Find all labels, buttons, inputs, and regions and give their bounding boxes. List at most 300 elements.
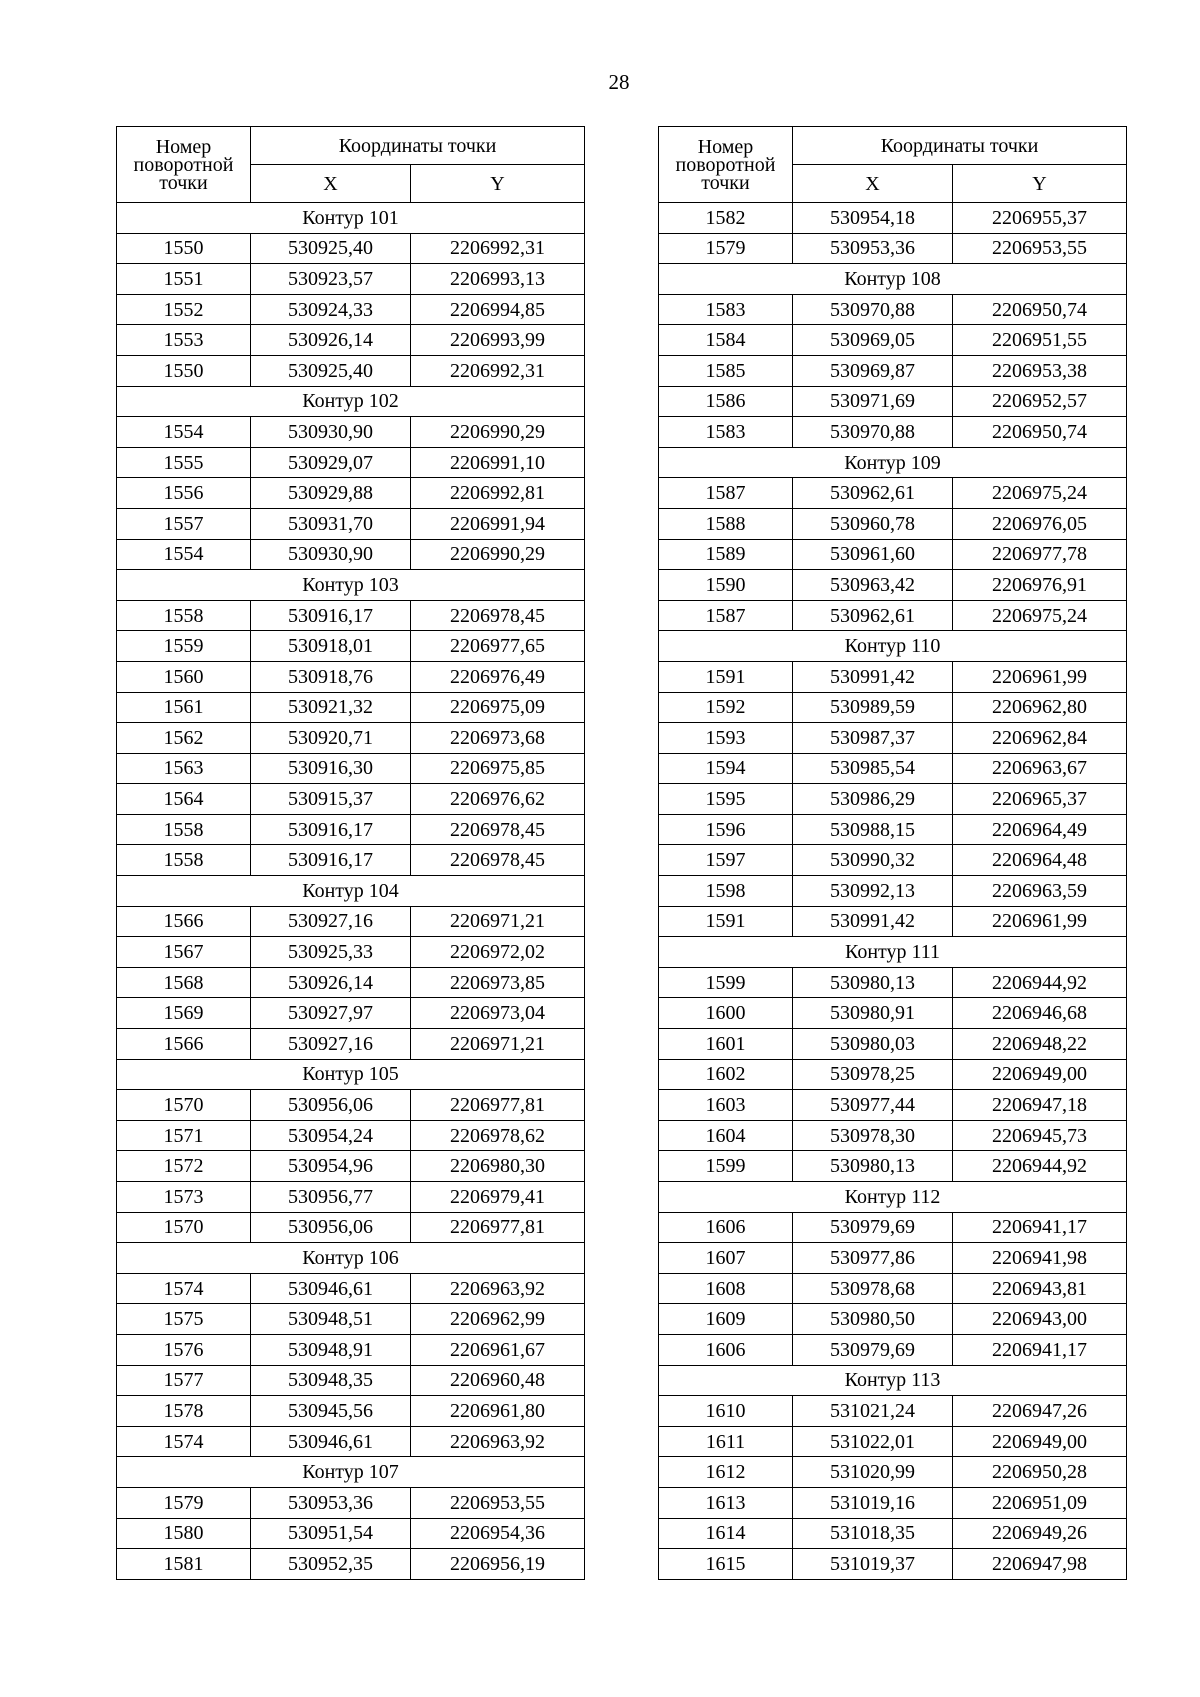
- contour-row: [117, 1457, 585, 1488]
- table-row: [659, 325, 1127, 356]
- point-number-cell: 1606: [659, 1334, 793, 1365]
- point-number-cell: 1606: [659, 1212, 793, 1243]
- table-row: [659, 998, 1127, 1029]
- point-number-cell: 1557: [117, 508, 251, 539]
- y-coordinate-cell: 2206991,10: [411, 447, 585, 478]
- point-number-cell: 1601: [659, 1029, 793, 1060]
- x-coordinate-cell: 530980,50: [793, 1304, 953, 1335]
- x-coordinate-cell: 530954,24: [251, 1120, 411, 1151]
- point-number-cell: 1613: [659, 1487, 793, 1518]
- point-number-cell: 1555: [117, 447, 251, 478]
- contour-label: Контур 106: [117, 1243, 585, 1274]
- point-number-cell: 1561: [117, 692, 251, 723]
- y-coordinate-cell: 2206977,65: [411, 631, 585, 662]
- point-number-cell: 1550: [117, 355, 251, 386]
- contour-label: Контур 110: [659, 631, 1127, 662]
- y-coordinate-cell: 2206990,29: [411, 417, 585, 448]
- x-coordinate-cell: 530948,35: [251, 1365, 411, 1396]
- table-row: [659, 1334, 1127, 1365]
- y-coordinate-cell: 2206941,17: [953, 1212, 1127, 1243]
- x-coordinate-cell: 530923,57: [251, 264, 411, 295]
- y-coordinate-cell: 2206944,92: [953, 967, 1127, 998]
- y-coordinate-cell: 2206962,84: [953, 723, 1127, 754]
- point-number-cell: 1559: [117, 631, 251, 662]
- y-coordinate-cell: 2206978,45: [411, 845, 585, 876]
- table-row: [659, 539, 1127, 570]
- point-number-cell: 1609: [659, 1304, 793, 1335]
- table-body: [117, 203, 585, 1580]
- point-number-cell: 1597: [659, 845, 793, 876]
- contour-label: Контур 113: [659, 1365, 1127, 1396]
- x-coordinate-cell: 530953,36: [793, 233, 953, 264]
- point-number-cell: 1604: [659, 1120, 793, 1151]
- x-coordinate-cell: 530962,61: [793, 600, 953, 631]
- x-coordinate-cell: 531019,37: [793, 1549, 953, 1580]
- x-coordinate-cell: 530927,16: [251, 1029, 411, 1060]
- x-coordinate-cell: 530953,36: [251, 1487, 411, 1518]
- point-number-cell: 1592: [659, 692, 793, 723]
- table-row: [117, 631, 585, 662]
- table-row: [117, 1365, 585, 1396]
- table-row: [659, 1151, 1127, 1182]
- table-row: [659, 1273, 1127, 1304]
- y-coordinate-cell: 2206971,21: [411, 906, 585, 937]
- y-coordinate-cell: 2206971,21: [411, 1029, 585, 1060]
- x-coordinate-cell: 530992,13: [793, 876, 953, 907]
- y-coordinate-cell: 2206980,30: [411, 1151, 585, 1182]
- y-coordinate-cell: 2206976,91: [953, 570, 1127, 601]
- y-coordinate-cell: 2206975,24: [953, 600, 1127, 631]
- y-coordinate-cell: 2206992,31: [411, 355, 585, 386]
- table-body: [659, 203, 1127, 1580]
- point-number-cell: 1566: [117, 1029, 251, 1060]
- y-coordinate-cell: 2206993,99: [411, 325, 585, 356]
- point-number-cell: 1611: [659, 1426, 793, 1457]
- y-coordinate-cell: 2206947,26: [953, 1396, 1127, 1427]
- x-coordinate-cell: 530918,76: [251, 661, 411, 692]
- x-coordinate-cell: 530962,61: [793, 478, 953, 509]
- table-row: [117, 294, 585, 325]
- table-row: [659, 1243, 1127, 1274]
- x-coordinate-cell: 530918,01: [251, 631, 411, 662]
- y-coordinate-cell: 2206950,74: [953, 417, 1127, 448]
- point-number-cell: 1591: [659, 661, 793, 692]
- y-coordinate-cell: 2206977,81: [411, 1212, 585, 1243]
- table-row: [117, 1304, 585, 1335]
- table-row: [659, 355, 1127, 386]
- table-row: [117, 998, 585, 1029]
- y-coordinate-cell: 2206941,98: [953, 1243, 1127, 1274]
- table-row: [117, 1151, 585, 1182]
- x-coordinate-cell: 530927,16: [251, 906, 411, 937]
- table-row: [117, 1549, 585, 1580]
- contour-row: [117, 1243, 585, 1274]
- contour-row: [117, 876, 585, 907]
- y-coordinate-cell: 2206951,09: [953, 1487, 1127, 1518]
- contour-row: [659, 631, 1127, 662]
- contour-row: [117, 1059, 585, 1090]
- point-number-cell: 1563: [117, 753, 251, 784]
- x-coordinate-cell: 530980,13: [793, 967, 953, 998]
- table-row: [659, 203, 1127, 234]
- x-coordinate-cell: 530988,15: [793, 814, 953, 845]
- x-coordinate-cell: 530979,69: [793, 1212, 953, 1243]
- y-coordinate-cell: 2206953,55: [953, 233, 1127, 264]
- point-number-cell: 1595: [659, 784, 793, 815]
- y-coordinate-cell: 2206991,94: [411, 508, 585, 539]
- point-number-cell: 1599: [659, 967, 793, 998]
- y-coordinate-cell: 2206945,73: [953, 1120, 1127, 1151]
- point-number-cell: 1558: [117, 814, 251, 845]
- table-row: [117, 1334, 585, 1365]
- x-coordinate-cell: 530948,91: [251, 1334, 411, 1365]
- header-point-number: Номер поворотной точки: [659, 127, 793, 203]
- table-row: [117, 264, 585, 295]
- y-coordinate-cell: 2206973,68: [411, 723, 585, 754]
- y-coordinate-cell: 2206992,31: [411, 233, 585, 264]
- x-coordinate-cell: 530925,33: [251, 937, 411, 968]
- y-coordinate-cell: 2206978,45: [411, 600, 585, 631]
- x-coordinate-cell: 530963,42: [793, 570, 953, 601]
- x-coordinate-cell: 530931,70: [251, 508, 411, 539]
- x-coordinate-cell: 530977,44: [793, 1090, 953, 1121]
- point-number-cell: 1578: [117, 1396, 251, 1427]
- table-row: [659, 1457, 1127, 1488]
- table-row: [117, 1090, 585, 1121]
- point-number-cell: 1550: [117, 233, 251, 264]
- table-row: [659, 1396, 1127, 1427]
- table-row: [659, 1487, 1127, 1518]
- table-row: [117, 1029, 585, 1060]
- y-coordinate-cell: 2206978,45: [411, 814, 585, 845]
- x-coordinate-cell: 530960,78: [793, 508, 953, 539]
- point-number-cell: 1576: [117, 1334, 251, 1365]
- x-coordinate-cell: 530969,87: [793, 355, 953, 386]
- point-number-cell: 1553: [117, 325, 251, 356]
- x-coordinate-cell: 530954,96: [251, 1151, 411, 1182]
- point-number-cell: 1570: [117, 1090, 251, 1121]
- contour-label: Контур 109: [659, 447, 1127, 478]
- table-row: [659, 1090, 1127, 1121]
- table-row: [659, 1059, 1127, 1090]
- point-number-cell: 1579: [659, 233, 793, 264]
- y-coordinate-cell: 2206953,55: [411, 1487, 585, 1518]
- y-coordinate-cell: 2206993,13: [411, 264, 585, 295]
- x-coordinate-cell: 530946,61: [251, 1426, 411, 1457]
- x-coordinate-cell: 531021,24: [793, 1396, 953, 1427]
- table-row: [117, 1273, 585, 1304]
- table-row: [659, 967, 1127, 998]
- table-row: [659, 386, 1127, 417]
- y-coordinate-cell: 2206978,62: [411, 1120, 585, 1151]
- table-row: [117, 692, 585, 723]
- x-coordinate-cell: 530956,06: [251, 1212, 411, 1243]
- point-number-cell: 1608: [659, 1273, 793, 1304]
- header-x: X: [251, 165, 411, 203]
- y-coordinate-cell: 2206976,49: [411, 661, 585, 692]
- x-coordinate-cell: 530986,29: [793, 784, 953, 815]
- x-coordinate-cell: 530930,90: [251, 539, 411, 570]
- point-number-cell: 1572: [117, 1151, 251, 1182]
- x-coordinate-cell: 530978,30: [793, 1120, 953, 1151]
- x-coordinate-cell: 530925,40: [251, 355, 411, 386]
- table-row: [117, 233, 585, 264]
- y-coordinate-cell: 2206975,09: [411, 692, 585, 723]
- table-row: [659, 1212, 1127, 1243]
- point-number-cell: 1607: [659, 1243, 793, 1274]
- point-number-cell: 1583: [659, 294, 793, 325]
- point-number-cell: 1582: [659, 203, 793, 234]
- table-row: [117, 539, 585, 570]
- point-number-cell: 1577: [117, 1365, 251, 1396]
- contour-row: [659, 447, 1127, 478]
- y-coordinate-cell: 2206972,02: [411, 937, 585, 968]
- table-row: [117, 1212, 585, 1243]
- point-number-cell: 1574: [117, 1426, 251, 1457]
- table-row: [659, 478, 1127, 509]
- y-coordinate-cell: 2206975,85: [411, 753, 585, 784]
- x-coordinate-cell: 530961,60: [793, 539, 953, 570]
- x-coordinate-cell: 530916,30: [251, 753, 411, 784]
- y-coordinate-cell: 2206963,92: [411, 1273, 585, 1304]
- y-coordinate-cell: 2206952,57: [953, 386, 1127, 417]
- table-row: [117, 967, 585, 998]
- y-coordinate-cell: 2206962,80: [953, 692, 1127, 723]
- contour-label: Контур 105: [117, 1059, 585, 1090]
- table-row: [659, 661, 1127, 692]
- y-coordinate-cell: 2206961,80: [411, 1396, 585, 1427]
- point-number-cell: 1554: [117, 417, 251, 448]
- contour-row: [117, 570, 585, 601]
- point-number-cell: 1562: [117, 723, 251, 754]
- x-coordinate-cell: 530946,61: [251, 1273, 411, 1304]
- point-number-cell: 1575: [117, 1304, 251, 1335]
- y-coordinate-cell: 2206977,81: [411, 1090, 585, 1121]
- y-coordinate-cell: 2206947,18: [953, 1090, 1127, 1121]
- point-number-cell: 1586: [659, 386, 793, 417]
- x-coordinate-cell: 530915,37: [251, 784, 411, 815]
- point-number-cell: 1568: [117, 967, 251, 998]
- table-row: [659, 508, 1127, 539]
- point-number-cell: 1587: [659, 600, 793, 631]
- coordinates-table-right: [658, 126, 1127, 1580]
- point-number-cell: 1596: [659, 814, 793, 845]
- y-coordinate-cell: 2206950,74: [953, 294, 1127, 325]
- point-number-cell: 1554: [117, 539, 251, 570]
- point-number-cell: 1574: [117, 1273, 251, 1304]
- y-coordinate-cell: 2206964,48: [953, 845, 1127, 876]
- point-number-cell: 1589: [659, 539, 793, 570]
- x-coordinate-cell: 531018,35: [793, 1518, 953, 1549]
- table-row: [659, 1029, 1127, 1060]
- point-number-cell: 1610: [659, 1396, 793, 1427]
- table-row: [659, 784, 1127, 815]
- contour-label: Контур 112: [659, 1182, 1127, 1213]
- table-row: [659, 845, 1127, 876]
- x-coordinate-cell: 530924,33: [251, 294, 411, 325]
- table-row: [659, 1549, 1127, 1580]
- header-y: Y: [953, 165, 1127, 203]
- y-coordinate-cell: 2206955,37: [953, 203, 1127, 234]
- table-row: [659, 417, 1127, 448]
- x-coordinate-cell: 530985,54: [793, 753, 953, 784]
- x-coordinate-cell: 530978,68: [793, 1273, 953, 1304]
- x-coordinate-cell: 530954,18: [793, 203, 953, 234]
- x-coordinate-cell: 530952,35: [251, 1549, 411, 1580]
- x-coordinate-cell: 530970,88: [793, 294, 953, 325]
- x-coordinate-cell: 530980,91: [793, 998, 953, 1029]
- point-number-cell: 1569: [117, 998, 251, 1029]
- x-coordinate-cell: 530930,90: [251, 417, 411, 448]
- x-coordinate-cell: 530948,51: [251, 1304, 411, 1335]
- x-coordinate-cell: 531020,99: [793, 1457, 953, 1488]
- header-point-number: Номер поворотной точки: [117, 127, 251, 203]
- page-number: 28: [608, 70, 630, 94]
- x-coordinate-cell: 531022,01: [793, 1426, 953, 1457]
- x-coordinate-cell: 530929,88: [251, 478, 411, 509]
- table-row: [659, 814, 1127, 845]
- y-coordinate-cell: 2206973,04: [411, 998, 585, 1029]
- y-coordinate-cell: 2206947,98: [953, 1549, 1127, 1580]
- y-coordinate-cell: 2206944,92: [953, 1151, 1127, 1182]
- x-coordinate-cell: 530916,17: [251, 600, 411, 631]
- point-number-cell: 1587: [659, 478, 793, 509]
- y-coordinate-cell: 2206963,67: [953, 753, 1127, 784]
- point-number-cell: 1599: [659, 1151, 793, 1182]
- table-row: [117, 753, 585, 784]
- y-coordinate-cell: 2206943,00: [953, 1304, 1127, 1335]
- y-coordinate-cell: 2206946,68: [953, 998, 1127, 1029]
- table-row: [117, 417, 585, 448]
- y-coordinate-cell: 2206961,67: [411, 1334, 585, 1365]
- point-number-cell: 1594: [659, 753, 793, 784]
- point-number-cell: 1558: [117, 845, 251, 876]
- contour-label: Контур 111: [659, 937, 1127, 968]
- header-x: X: [793, 165, 953, 203]
- point-number-cell: 1583: [659, 417, 793, 448]
- y-coordinate-cell: 2206975,24: [953, 478, 1127, 509]
- table-row: [659, 753, 1127, 784]
- x-coordinate-cell: 530927,97: [251, 998, 411, 1029]
- x-coordinate-cell: 530926,14: [251, 325, 411, 356]
- point-number-cell: 1552: [117, 294, 251, 325]
- x-coordinate-cell: 531019,16: [793, 1487, 953, 1518]
- contour-row: [659, 937, 1127, 968]
- y-coordinate-cell: 2206956,19: [411, 1549, 585, 1580]
- x-coordinate-cell: 530971,69: [793, 386, 953, 417]
- point-number-cell: 1612: [659, 1457, 793, 1488]
- table-row: [117, 447, 585, 478]
- point-number-cell: 1558: [117, 600, 251, 631]
- table-row: [117, 1518, 585, 1549]
- y-coordinate-cell: 2206949,26: [953, 1518, 1127, 1549]
- y-coordinate-cell: 2206950,28: [953, 1457, 1127, 1488]
- table-row: [117, 906, 585, 937]
- y-coordinate-cell: 2206963,92: [411, 1426, 585, 1457]
- x-coordinate-cell: 530991,42: [793, 661, 953, 692]
- x-coordinate-cell: 530989,59: [793, 692, 953, 723]
- table-row: [659, 1426, 1127, 1457]
- table-row: [117, 1120, 585, 1151]
- table-row: [659, 876, 1127, 907]
- contour-row: [659, 264, 1127, 295]
- y-coordinate-cell: 2206954,36: [411, 1518, 585, 1549]
- contour-label: Контур 107: [117, 1457, 585, 1488]
- table-row: [659, 1120, 1127, 1151]
- x-coordinate-cell: 530987,37: [793, 723, 953, 754]
- x-coordinate-cell: 530921,32: [251, 692, 411, 723]
- y-coordinate-cell: 2206961,99: [953, 906, 1127, 937]
- y-coordinate-cell: 2206948,22: [953, 1029, 1127, 1060]
- x-coordinate-cell: 530979,69: [793, 1334, 953, 1365]
- point-number-cell: 1585: [659, 355, 793, 386]
- point-number-cell: 1556: [117, 478, 251, 509]
- table-row: [659, 1304, 1127, 1335]
- y-coordinate-cell: 2206949,00: [953, 1426, 1127, 1457]
- point-number-cell: 1580: [117, 1518, 251, 1549]
- y-coordinate-cell: 2206992,81: [411, 478, 585, 509]
- x-coordinate-cell: 530969,05: [793, 325, 953, 356]
- point-number-cell: 1590: [659, 570, 793, 601]
- x-coordinate-cell: 530990,32: [793, 845, 953, 876]
- x-coordinate-cell: 530945,56: [251, 1396, 411, 1427]
- table-row: [659, 570, 1127, 601]
- table-row: [659, 600, 1127, 631]
- table-row: [117, 1396, 585, 1427]
- point-number-cell: 1570: [117, 1212, 251, 1243]
- table-row: [659, 906, 1127, 937]
- point-number-cell: 1573: [117, 1182, 251, 1213]
- x-coordinate-cell: 530926,14: [251, 967, 411, 998]
- point-number-cell: 1591: [659, 906, 793, 937]
- y-coordinate-cell: 2206976,05: [953, 508, 1127, 539]
- y-coordinate-cell: 2206941,17: [953, 1334, 1127, 1365]
- point-number-cell: 1603: [659, 1090, 793, 1121]
- x-coordinate-cell: 530951,54: [251, 1518, 411, 1549]
- contour-label: Контур 101: [117, 203, 585, 234]
- y-coordinate-cell: 2206976,62: [411, 784, 585, 815]
- table-row: [117, 478, 585, 509]
- point-number-cell: 1571: [117, 1120, 251, 1151]
- x-coordinate-cell: 530956,77: [251, 1182, 411, 1213]
- y-coordinate-cell: 2206960,48: [411, 1365, 585, 1396]
- table-row: [117, 600, 585, 631]
- x-coordinate-cell: 530929,07: [251, 447, 411, 478]
- y-coordinate-cell: 2206951,55: [953, 325, 1127, 356]
- table-row: [117, 845, 585, 876]
- contour-label: Контур 102: [117, 386, 585, 417]
- y-coordinate-cell: 2206962,99: [411, 1304, 585, 1335]
- x-coordinate-cell: 530956,06: [251, 1090, 411, 1121]
- point-number-cell: 1584: [659, 325, 793, 356]
- y-coordinate-cell: 2206964,49: [953, 814, 1127, 845]
- table-row: [117, 814, 585, 845]
- x-coordinate-cell: 530980,13: [793, 1151, 953, 1182]
- point-number-cell: 1551: [117, 264, 251, 295]
- table-row: [117, 355, 585, 386]
- table-row: [117, 661, 585, 692]
- table-row: [659, 294, 1127, 325]
- table-row: [659, 1518, 1127, 1549]
- table-row: [117, 723, 585, 754]
- point-number-cell: 1579: [117, 1487, 251, 1518]
- y-coordinate-cell: 2206990,29: [411, 539, 585, 570]
- contour-row: [117, 386, 585, 417]
- point-number-cell: 1615: [659, 1549, 793, 1580]
- header-coordinates: Координаты точки: [251, 127, 585, 165]
- contour-row: [659, 1365, 1127, 1396]
- table-row: [117, 1426, 585, 1457]
